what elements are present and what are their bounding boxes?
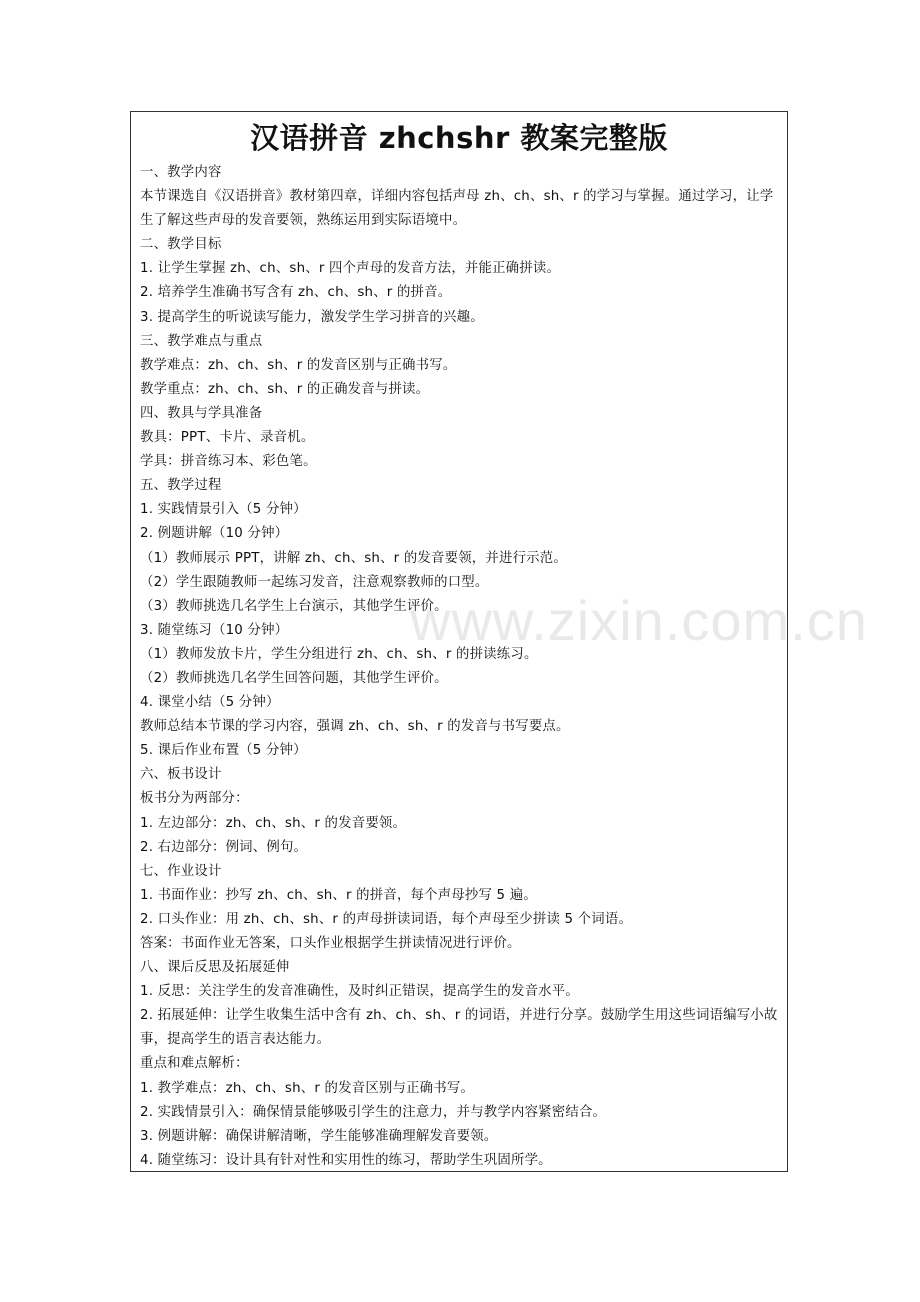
paragraph: 本节课选自《汉语拼音》教材第四章，详细内容包括声母 zh、ch、sh、r 的学习与掌握。通过学习，让学生了解这些声母的发音要领，熟练运用到实际语境中。 (140, 189, 774, 229)
section-heading: 二、教学目标 (140, 237, 222, 253)
list-item: 1. 实践情景引入（5 分钟） (140, 502, 307, 518)
section-heading: 三、教学难点与重点 (140, 333, 263, 349)
list-item: 3. 例题讲解：确保讲解清晰，学生能够准确理解发音要领。 (140, 1128, 498, 1144)
section-heading: 四、教具与学具准备 (140, 405, 263, 421)
list-item: 2. 右边部分：例词、例句。 (140, 839, 308, 855)
paragraph: 教具：PPT、卡片、录音机。 (140, 430, 315, 446)
watermark: www.zixin.com.cn (410, 589, 868, 652)
list-item: （1）教师展示 PPT，讲解 zh、ch、sh、r 的发音要领，并进行示范。 (140, 550, 567, 566)
list-item: 1. 左边部分：zh、ch、sh、r 的发音要领。 (140, 815, 407, 831)
section-heading: 八、课后反思及拓展延伸 (140, 960, 290, 976)
paragraph: 答案：书面作业无答案，口头作业根据学生拼读情况进行评价。 (140, 936, 521, 951)
list-item: 1. 反思：关注学生的发音准确性，及时纠正错误，提高学生的发音水平。 (140, 984, 579, 1000)
list-item: （1）教师发放卡片，学生分组进行 zh、ch、sh、r 的拼读练习。 (140, 646, 538, 662)
paragraph: 教学难点：zh、ch、sh、r 的发音区别与正确书写。 (140, 357, 457, 373)
section-heading: 一、教学内容 (140, 165, 222, 180)
document-title: 汉语拼音 zhchshr 教案完整版 (250, 121, 668, 155)
list-item: （2）学生跟随教师一起练习发音，注意观察教师的口型。 (140, 574, 489, 590)
paragraph: 板书分为两部分： (140, 791, 249, 807)
list-item: 5. 课后作业布置（5 分钟） (140, 743, 307, 759)
section-heading: 七、作业设计 (140, 863, 222, 879)
document-body (140, 161, 782, 1173)
list-item: 1. 让学生掌握 zh、ch、sh、r 四个声母的发音方法，并能正确拼读。 (140, 261, 561, 277)
paragraph: 教学重点：zh、ch、sh、r 的正确发音与拼读。 (140, 381, 430, 397)
list-item: 3. 提高学生的听说读写能力，激发学生学习拼音的兴趣。 (140, 309, 484, 325)
list-item: 1. 书面作业：抄写 zh、ch、sh、r 的拼音，每个声母抄写 5 遍。 (140, 887, 537, 903)
list-item: 2. 口头作业：用 zh、ch、sh、r 的声母拼读词语，每个声母至少拼读 5 个词语。 (140, 911, 633, 927)
list-item: 4. 随堂练习：设计具有针对性和实用性的练习，帮助学生巩固所学。 (140, 1152, 552, 1168)
section-heading: 六、板书设计 (140, 767, 222, 783)
paragraph: 学具：拼音练习本、彩色笔。 (140, 454, 317, 470)
list-item: 4. 课堂小结（5 分钟） (140, 695, 280, 711)
list-item: 2. 拓展延伸：让学生收集生活中含有 zh、ch、sh、r 的词语，并进行分享。鼓励学生用这些词语编写小故事，提高学生的语言表达能力。 (140, 1008, 778, 1048)
document-frame (130, 111, 788, 1172)
list-item: 2. 例题讲解（10 分钟） (140, 526, 289, 542)
list-item: 2. 实践情景引入：确保情景能够吸引学生的注意力，并与教学内容紧密结合。 (140, 1104, 607, 1120)
paragraph: 教师总结本节课的学习内容，强调 zh、ch、sh、r 的发音与书写要点。 (140, 719, 570, 735)
list-item: 3. 随堂练习（10 分钟） (140, 622, 289, 638)
list-item: 1. 教学难点：zh、ch、sh、r 的发音区别与正确书写。 (140, 1080, 475, 1096)
list-item: 2. 培养学生准确书写含有 zh、ch、sh、r 的拼音。 (140, 285, 452, 301)
section-heading: 五、教学过程 (140, 478, 222, 494)
list-item: （2）教师挑选几名学生回答问题，其他学生评价。 (140, 670, 448, 686)
list-item: （3）教师挑选几名学生上台演示，其他学生评价。 (140, 598, 448, 614)
section-heading: 重点和难点解析： (140, 1056, 249, 1072)
